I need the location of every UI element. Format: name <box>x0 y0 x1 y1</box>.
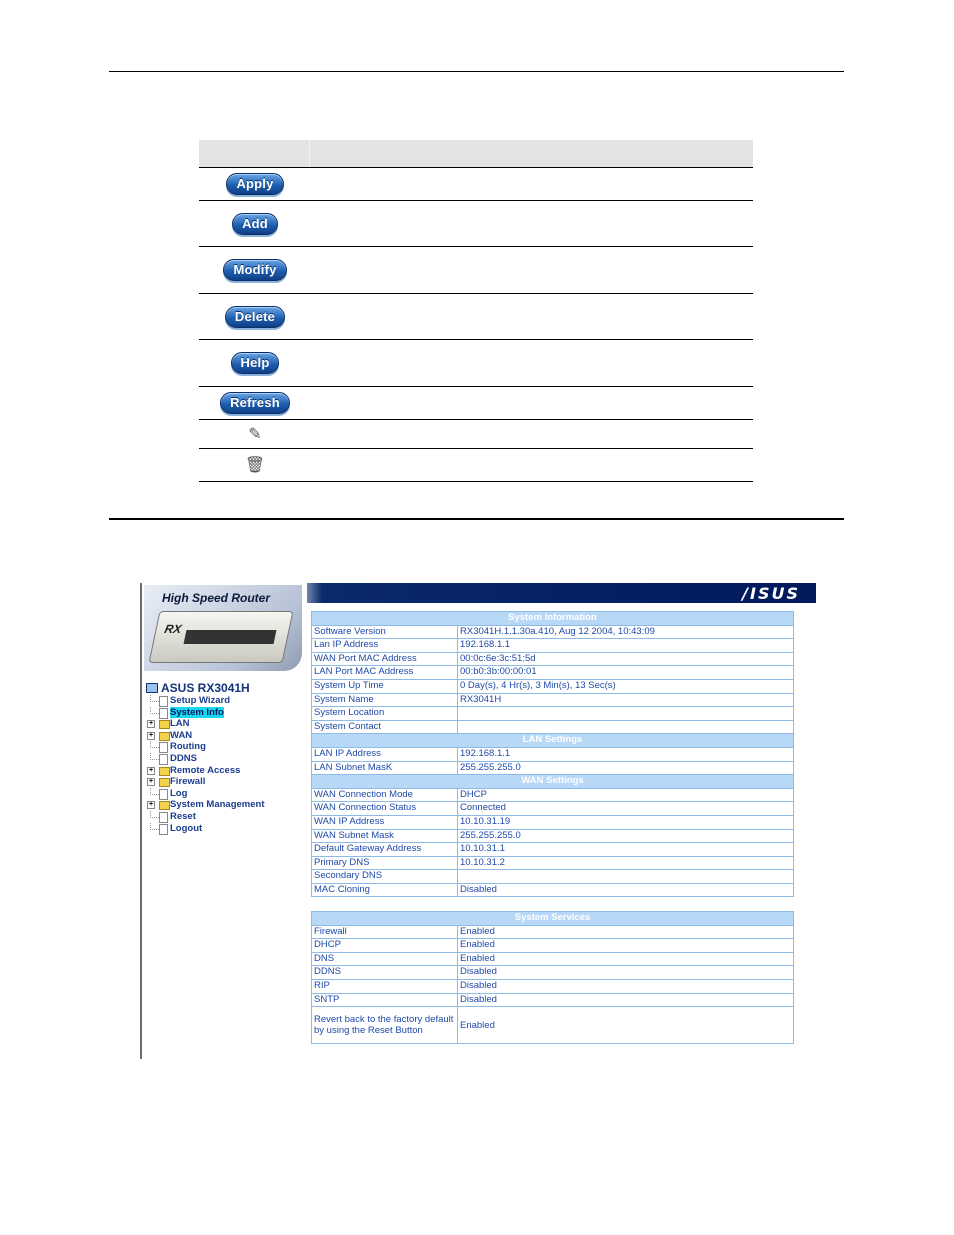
asus-logo: /ISUS <box>742 584 800 603</box>
section-header-row <box>312 912 794 926</box>
section-title: LAN Settings <box>312 734 794 748</box>
legend-row <box>199 449 753 482</box>
pencil-icon[interactable]: ✎ <box>248 426 262 443</box>
field-label: LAN IP Address <box>312 747 458 761</box>
add-button[interactable]: Add <box>232 213 278 235</box>
page-icon <box>159 812 168 823</box>
section-header-row <box>312 612 794 626</box>
button-legend-table <box>199 140 753 482</box>
table-row <box>312 761 794 775</box>
field-value: 192.168.1.1 <box>458 747 794 761</box>
field-label: MAC Cloning <box>312 883 458 897</box>
nav-item-label: Setup Wizard <box>170 695 231 706</box>
field-value: RX3041H <box>458 693 794 707</box>
field-value: 00:0c:6e:3c:51:5d <box>458 652 794 666</box>
field-value: 00:b0:3b:00:00:01 <box>458 666 794 680</box>
modify-button[interactable]: Modify <box>223 259 286 281</box>
nav-item-setup-wizard[interactable] <box>142 695 307 707</box>
expand-icon[interactable]: + <box>148 801 154 809</box>
table-row <box>312 788 794 802</box>
table-row <box>312 993 794 1007</box>
field-value: 10.10.31.1 <box>458 843 794 857</box>
nav-item-label: Routing <box>170 741 206 753</box>
section-rule <box>109 518 844 520</box>
product-image <box>144 585 302 671</box>
field-value: Disabled <box>458 883 794 897</box>
product-title: High Speed Router <box>162 591 271 605</box>
table-row <box>312 952 794 966</box>
field-value: 255.255.255.0 <box>458 829 794 843</box>
table-row <box>312 707 794 721</box>
field-label: WAN IP Address <box>312 815 458 829</box>
nav-item-routing[interactable] <box>142 741 307 753</box>
nav-item-system-management[interactable] <box>142 799 307 811</box>
field-value: Enabled <box>458 1007 794 1044</box>
field-label: Default Gateway Address <box>312 843 458 857</box>
field-label: Lan IP Address <box>312 639 458 653</box>
nav-item-lan[interactable] <box>142 718 307 730</box>
computer-icon <box>146 683 158 693</box>
refresh-button[interactable]: Refresh <box>220 392 290 414</box>
legend-row <box>199 387 753 420</box>
table-row <box>312 802 794 816</box>
expand-icon[interactable]: + <box>148 720 154 728</box>
page-icon <box>159 696 168 707</box>
folder-icon <box>159 767 170 776</box>
page-icon <box>159 789 168 800</box>
nav-item-label: Log <box>170 787 188 799</box>
field-label: DHCP <box>312 939 458 953</box>
field-label: DDNS <box>312 966 458 980</box>
table-row <box>312 856 794 870</box>
router-screenshot <box>140 583 816 1059</box>
device-label: RX <box>163 622 183 636</box>
nav-item-label: System Info <box>170 706 224 718</box>
field-value <box>458 720 794 734</box>
field-value: 0 Day(s), 4 Hr(s), 3 Min(s), 13 Sec(s) <box>458 679 794 693</box>
help-button[interactable]: Help <box>231 352 280 374</box>
page-icon <box>159 742 168 753</box>
nav-item-label: Logout <box>170 822 203 834</box>
field-label: System Name <box>312 693 458 707</box>
system-information-table <box>311 611 794 897</box>
top-rule <box>109 71 844 72</box>
system-services-table <box>311 911 794 1044</box>
field-label: Firewall <box>312 925 458 939</box>
nav-item-label: DDNS <box>170 752 197 764</box>
table-row <box>312 639 794 653</box>
nav-item-remote-access[interactable] <box>142 765 307 777</box>
nav-tree <box>142 681 307 834</box>
nav-item-label: Remote Access <box>170 764 241 776</box>
nav-item-system-info[interactable] <box>142 707 307 719</box>
table-row <box>312 679 794 693</box>
nav-item-reset[interactable] <box>142 811 307 823</box>
nav-item-wan[interactable] <box>142 730 307 742</box>
nav-item-label: Firewall <box>170 776 206 788</box>
field-label: LAN Subnet MasK <box>312 761 458 775</box>
legend-header <box>199 140 753 168</box>
table-row <box>312 829 794 843</box>
page-icon <box>159 754 168 765</box>
legend-row <box>199 294 753 340</box>
table-row <box>312 1007 794 1044</box>
table-row <box>312 843 794 857</box>
left-navigation-panel <box>142 583 307 1059</box>
section-title: System Services <box>312 912 794 926</box>
table-row <box>312 979 794 993</box>
section-title: WAN Settings <box>312 775 794 789</box>
field-label: Secondary DNS <box>312 870 458 884</box>
field-label: WAN Subnet Mask <box>312 829 458 843</box>
table-row <box>312 925 794 939</box>
apply-button[interactable]: Apply <box>226 173 283 195</box>
table-row <box>312 720 794 734</box>
nav-item-label: LAN <box>170 718 190 730</box>
legend-row <box>199 340 753 387</box>
field-label: DNS <box>312 952 458 966</box>
nav-item-label: Reset <box>170 810 196 822</box>
field-label: System Location <box>312 707 458 721</box>
table-row <box>312 870 794 884</box>
table-row <box>312 747 794 761</box>
field-value <box>458 707 794 721</box>
nav-item-log[interactable] <box>142 788 307 800</box>
table-row <box>312 666 794 680</box>
legend-row <box>199 247 753 294</box>
table-row <box>312 966 794 980</box>
legend-row <box>199 168 753 201</box>
field-value: 192.168.1.1 <box>458 639 794 653</box>
field-value <box>458 870 794 884</box>
nav-item-ddns[interactable] <box>142 753 307 765</box>
legend-row <box>199 201 753 247</box>
field-label: WAN Connection Mode <box>312 788 458 802</box>
section-title: System Information <box>312 612 794 626</box>
field-label: Primary DNS <box>312 856 458 870</box>
field-label: LAN Port MAC Address <box>312 666 458 680</box>
table-row <box>312 693 794 707</box>
expand-icon[interactable]: + <box>148 766 154 774</box>
field-value: Disabled <box>458 979 794 993</box>
field-value: Disabled <box>458 966 794 980</box>
table-row <box>312 625 794 639</box>
trash-icon[interactable]: 🗑 <box>244 457 266 474</box>
field-label: WAN Port MAC Address <box>312 652 458 666</box>
nav-item-logout[interactable] <box>142 823 307 835</box>
field-label: Software Version <box>312 625 458 639</box>
table-row <box>312 815 794 829</box>
folder-icon <box>159 732 170 741</box>
page-icon <box>159 708 168 719</box>
field-label: System Contact <box>312 720 458 734</box>
field-value: RX3041H.1.1.30a.410, Aug 12 2004, 10:43:09 <box>458 625 794 639</box>
field-label: RIP <box>312 979 458 993</box>
field-value: Enabled <box>458 939 794 953</box>
field-label: Revert back to the factory default by using the Reset Button <box>312 1007 458 1044</box>
field-value: 10.10.31.2 <box>458 856 794 870</box>
field-value: 255.255.255.0 <box>458 761 794 775</box>
router-device-image <box>148 611 293 663</box>
nav-tree-root-label: ASUS RX3041H <box>161 681 250 695</box>
field-value: 10.10.31.19 <box>458 815 794 829</box>
nav-item-firewall[interactable] <box>142 776 307 788</box>
page-icon <box>159 824 168 835</box>
field-label: SNTP <box>312 993 458 1007</box>
field-label: System Up Time <box>312 679 458 693</box>
field-label: WAN Connection Status <box>312 802 458 816</box>
table-row <box>312 652 794 666</box>
field-value: Enabled <box>458 952 794 966</box>
expand-icon[interactable]: + <box>148 778 154 786</box>
folder-icon <box>159 720 170 729</box>
field-value: Disabled <box>458 993 794 1007</box>
table-row <box>312 883 794 897</box>
folder-icon <box>159 778 170 787</box>
table-row <box>312 939 794 953</box>
field-value: DHCP <box>458 788 794 802</box>
legend-row <box>199 420 753 449</box>
field-value: Enabled <box>458 925 794 939</box>
nav-item-label: System Management <box>170 799 265 811</box>
delete-button[interactable]: Delete <box>225 306 285 328</box>
nav-item-label: WAN <box>170 729 193 741</box>
section-header-row <box>312 734 794 748</box>
expand-icon[interactable]: + <box>148 731 154 739</box>
field-value: Connected <box>458 802 794 816</box>
nav-tree-root[interactable] <box>142 681 307 695</box>
folder-icon <box>159 801 170 810</box>
section-header-row <box>312 775 794 789</box>
